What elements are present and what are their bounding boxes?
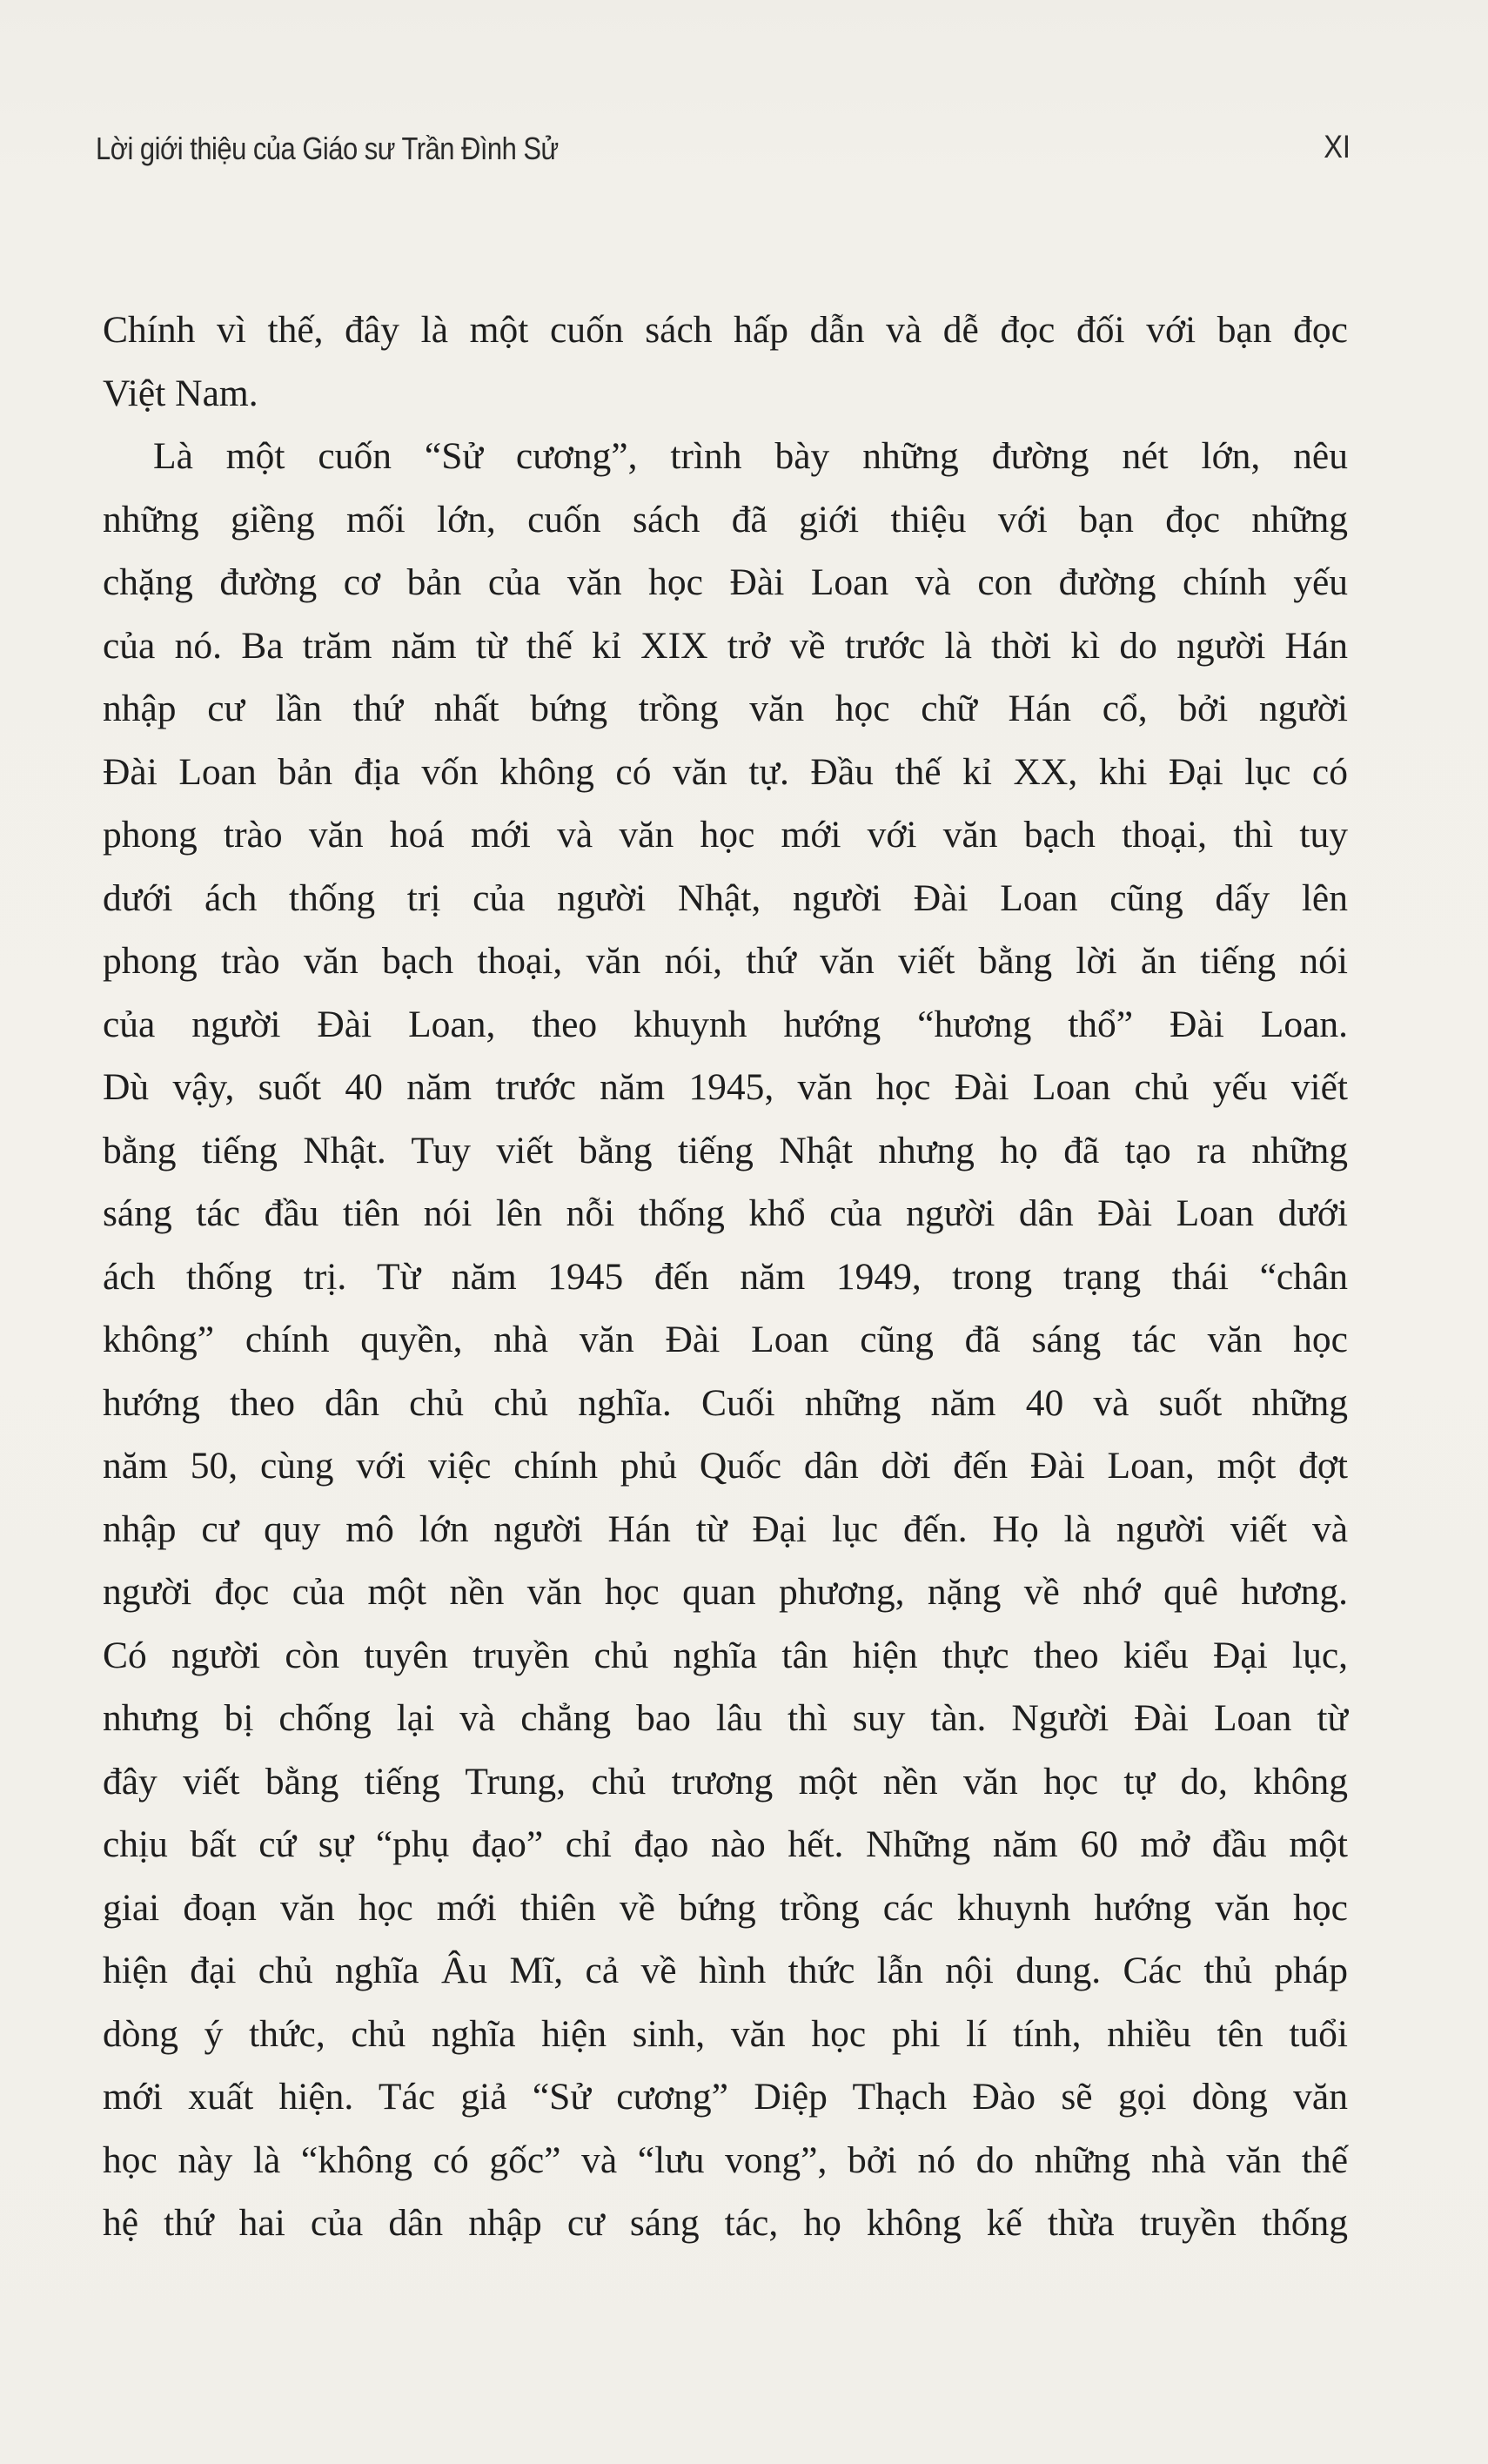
text-line: hiện đại chủ nghĩa Âu Mĩ, cả về hình thức lẫn nội dung. Các thủ pháp xyxy=(103,1950,1348,1991)
text-line: sáng tác đầu tiên nói lên nỗi thống khổ của người dân Đài Loan dưới xyxy=(103,1192,1348,1234)
text-line: bằng tiếng Nhật. Tuy viết bằng tiếng Nhật nhưng họ đã tạo ra những xyxy=(103,1129,1348,1172)
text-line: phong trào văn hoá mới và văn học mới với văn bạch thoại, thì tuy xyxy=(103,814,1348,856)
text-line: nhập cư quy mô lớn người Hán từ Đại lục đến. Họ là người viết và xyxy=(103,1507,1348,1550)
text-line: Chính vì thế, đây là một cuốn sách hấp dẫn và dễ đọc đối với bạn đọc xyxy=(103,309,1348,351)
running-header xyxy=(96,131,1351,183)
text-line: đây viết bằng tiếng Trung, chủ trương một nền văn học tự do, không xyxy=(103,1760,1348,1803)
text-line: hướng theo dân chủ chủ nghĩa. Cuối những năm 40 và suốt những xyxy=(103,1381,1348,1424)
text-line: Việt Nam. xyxy=(103,372,258,414)
text-line: của nó. Ba trăm năm từ thế kỉ XIX trở về trước là thời kì do người Hán xyxy=(103,624,1348,667)
text-line: dưới ách thống trị của người Nhật, người Đài Loan cũng dấy lên xyxy=(103,876,1348,919)
text-line: mới xuất hiện. Tác giả “Sử cương” Diệp Thạch Đào sẽ gọi dòng văn xyxy=(103,2076,1348,2118)
text-line: giai đoạn văn học mới thiên về bứng trồng các khuynh hướng văn học xyxy=(103,1886,1348,1929)
text-line: Đài Loan bản địa vốn không có văn tự. Đầu thế kỉ XX, khi Đại lục có xyxy=(103,750,1348,793)
text-line: chịu bất cứ sự “phụ đạo” chỉ đạo nào hết. Những năm 60 mở đầu một xyxy=(103,1823,1348,1865)
running-header-title: Lời giới thiệu của Giáo sư Trần Đình Sử xyxy=(96,131,559,166)
page-number: XI xyxy=(1324,129,1351,164)
body-text xyxy=(103,299,1348,2255)
text-line: chặng đường cơ bản của văn học Đài Loan và con đường chính yếu xyxy=(103,561,1348,603)
text-line: Dù vậy, suốt 40 năm trước năm 1945, văn học Đài Loan chủ yếu viết xyxy=(103,1066,1348,1108)
text-line: phong trào văn bạch thoại, văn nói, thứ văn viết bằng lời ăn tiếng nói xyxy=(103,940,1348,982)
text-line: không” chính quyền, nhà văn Đài Loan cũng đã sáng tác văn học xyxy=(103,1319,1348,1360)
text-line: Là một cuốn “Sử cương”, trình bày những đường nét lớn, nêu xyxy=(153,435,1348,477)
text-line: năm 50, cùng với việc chính phủ Quốc dân dời đến Đài Loan, một đợt xyxy=(103,1445,1348,1487)
text-line: ách thống trị. Từ năm 1945 đến năm 1949, trong trạng thái “chân xyxy=(103,1255,1348,1298)
text-line: của người Đài Loan, theo khuynh hướng “hương thổ” Đài Loan. xyxy=(103,1003,1348,1045)
text-line: nhập cư lần thứ nhất bứng trồng văn học chữ Hán cổ, bởi người xyxy=(103,688,1348,729)
text-line: Có người còn tuyên truyền chủ nghĩa tân hiện thực theo kiểu Đại lục, xyxy=(103,1634,1348,1676)
text-line: học này là “không có gốc” và “lưu vong”, bởi nó do những nhà văn thế xyxy=(103,2138,1348,2181)
text-line: người đọc của một nền văn học quan phương, nặng về nhớ quê hương. xyxy=(103,1571,1348,1613)
text-line: hệ thứ hai của dân nhập cư sáng tác, họ không kế thừa truyền thống xyxy=(103,2202,1348,2244)
text-line: những giềng mối lớn, cuốn sách đã giới thiệu với bạn đọc những xyxy=(103,498,1348,540)
text-line: nhưng bị chống lại và chẳng bao lâu thì suy tàn. Người Đài Loan từ xyxy=(103,1697,1348,1739)
text-line: dòng ý thức, chủ nghĩa hiện sinh, văn học phi lí tính, nhiều tên tuổi xyxy=(103,2012,1348,2055)
